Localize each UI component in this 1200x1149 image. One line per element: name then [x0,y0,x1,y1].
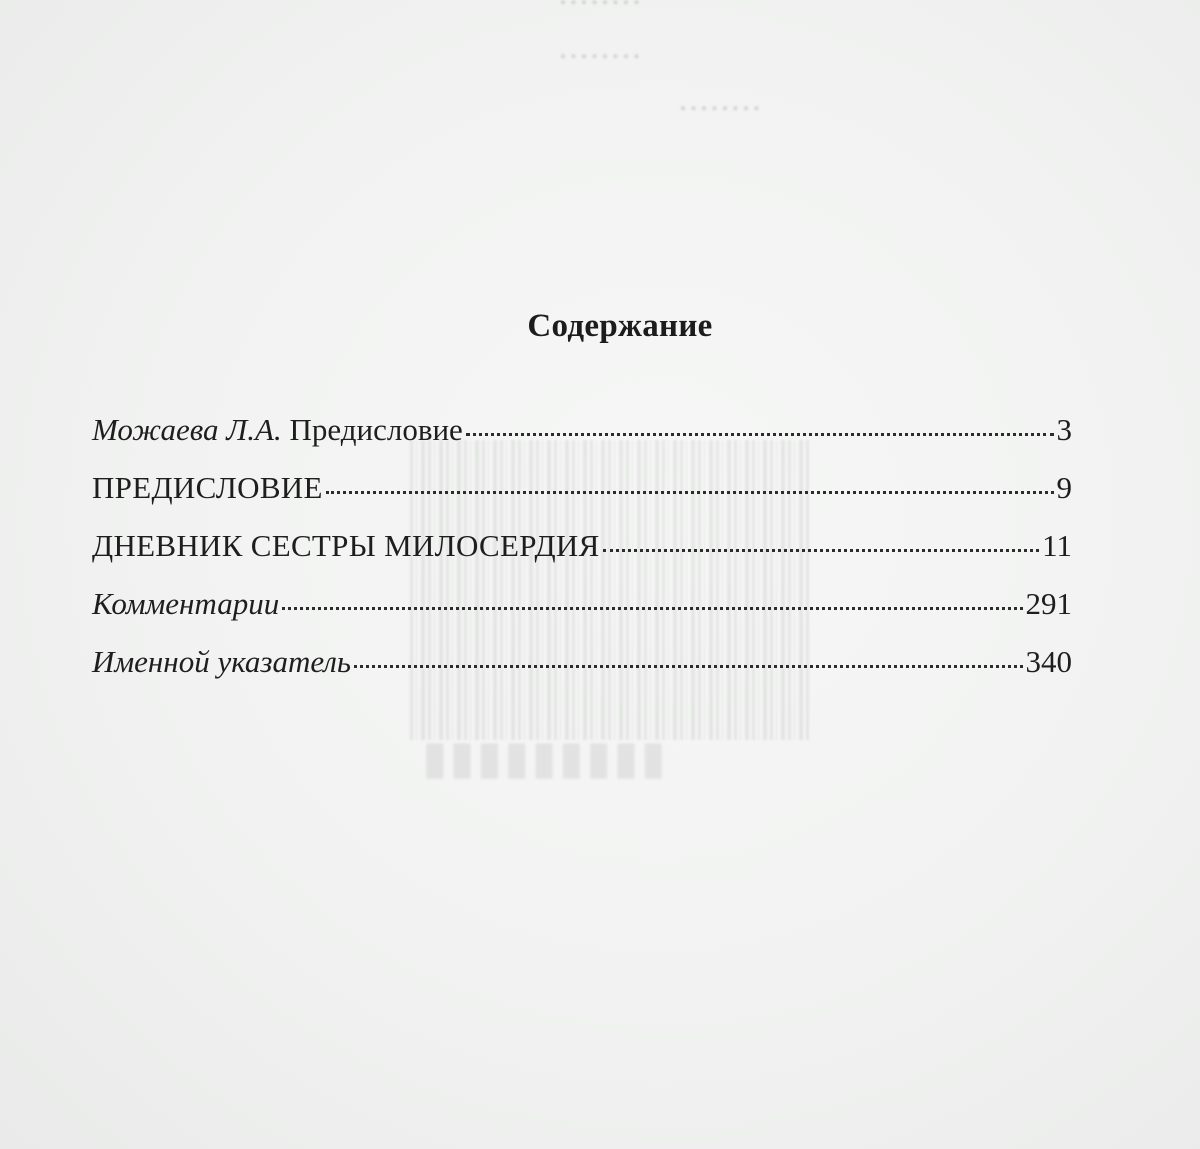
toc-entry-title: Именной указатель [92,644,352,679]
show-through-text: ········ [558,40,642,73]
dot-leader [354,665,1022,668]
toc-entry-page: 11 [1042,528,1072,563]
dot-leader [326,491,1054,494]
toc-entry [92,528,1072,586]
table-of-contents [92,412,1072,702]
toc-entry [92,412,1072,470]
toc-entry-page: 340 [1025,644,1072,679]
toc-entry [92,470,1072,528]
toc-entry-title: Предисловие [289,412,463,447]
dot-leader [466,433,1054,436]
dot-leader [603,549,1040,552]
toc-entry-title: ПРЕДИСЛОВИЕ [92,470,323,505]
toc-entry-page: 3 [1056,412,1072,447]
show-through-barcode-digits: ▮▮▮▮▮▮▮▮▮ [420,732,666,783]
show-through-text: ········ [678,92,762,125]
toc-entry [92,586,1072,644]
show-through-text: ········ [558,0,642,19]
dot-leader [282,607,1022,610]
toc-entry-label [92,412,463,448]
toc-entry-page: 291 [1025,586,1072,621]
toc-entry [92,644,1072,702]
toc-entry-page: 9 [1056,470,1072,505]
toc-entry-title: Комментарии [92,586,280,621]
toc-entry-title: ДНЕВНИК СЕСТРЫ МИЛОСЕРДИЯ [92,528,600,563]
toc-entry-author: Можаева Л.А. [92,412,282,447]
toc-heading: Содержание [527,308,713,344]
